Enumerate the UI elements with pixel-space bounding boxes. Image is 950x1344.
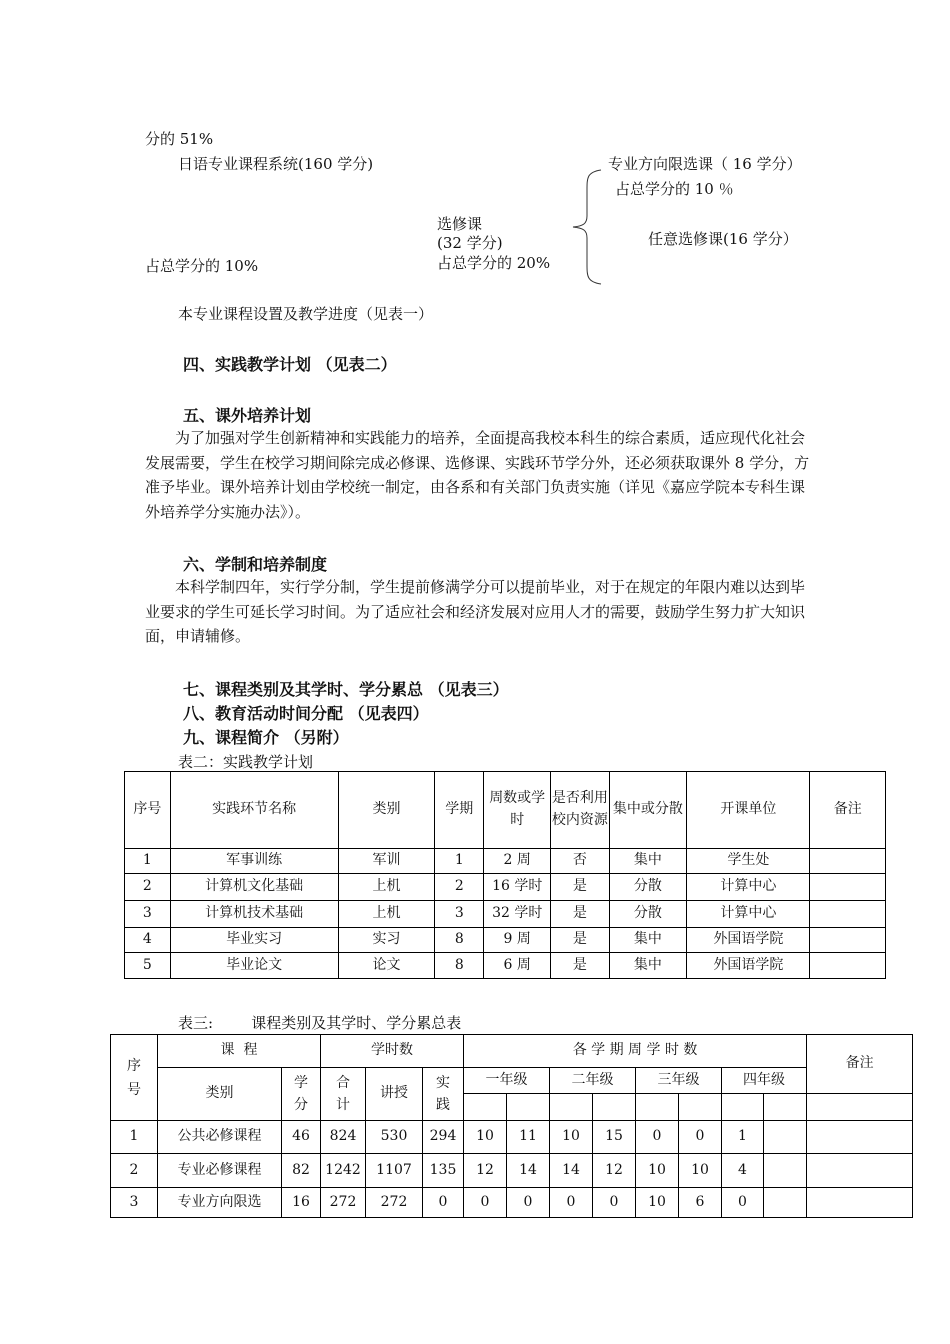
th-credit: 学分 — [282, 1068, 321, 1121]
table-cell: 5 — [125, 953, 171, 979]
table-cell: 外国语学院 — [687, 928, 810, 953]
table-cell: 0 — [722, 1188, 764, 1218]
table-cell: 16 学时 — [484, 874, 551, 901]
table-row — [125, 953, 886, 979]
table-cell: 0 — [550, 1188, 593, 1218]
section-6-text: 本科学制四年，实行学分制，学生提前修满学分可以提前毕业，对于在规定的年限内难以达到毕业要求的学生可延长学习时间。为了适应社会和经济发展对应用人才的需要，鼓励学生努力扩大知识面，申请辅修。 — [145, 578, 806, 645]
table-cell — [807, 1121, 913, 1154]
table-cell: 毕业论文 — [170, 953, 338, 979]
table-cell — [464, 1094, 507, 1121]
course-hours-table — [110, 1034, 913, 1218]
th-year-1: 一年级 — [464, 1068, 550, 1094]
table-cell: 学生处 — [687, 849, 810, 874]
table3-header-row-1 — [111, 1035, 913, 1068]
table-cell: 1242 — [321, 1154, 366, 1188]
th-no: 序号 — [125, 772, 171, 849]
table-cell: 10 — [636, 1154, 679, 1188]
table-cell: 16 — [282, 1188, 321, 1218]
table-cell: 是 — [551, 874, 609, 901]
table-cell: 2 — [435, 874, 484, 901]
table-cell: 1 — [125, 849, 171, 874]
table-cell — [810, 901, 886, 928]
table-cell: 272 — [366, 1188, 423, 1218]
table-cell: 3 — [111, 1188, 158, 1218]
table-cell: 0 — [593, 1188, 636, 1218]
table-cell: 530 — [366, 1121, 423, 1154]
table-cell: 3 — [435, 901, 484, 928]
table-cell: 294 — [423, 1121, 464, 1154]
table3-header-row-2 — [111, 1068, 913, 1094]
elective-label: 选修课 — [437, 215, 483, 233]
table-cell: 分散 — [609, 901, 687, 928]
intro-line: 本专业课程设置及教学进度（见表一） — [178, 305, 434, 323]
brace-icon — [565, 168, 605, 286]
section-9-heading: 九、课程简介 （另附） — [183, 728, 349, 747]
section-5-heading: 五、课外培养计划 — [183, 406, 312, 425]
table-cell: 集中 — [609, 849, 687, 874]
table-cell: 集中 — [609, 928, 687, 953]
table-cell — [764, 1154, 807, 1188]
table-cell: 8 — [435, 953, 484, 979]
table-cell — [507, 1094, 550, 1121]
table-cell — [810, 953, 886, 979]
table-cell: 计算机技术基础 — [170, 901, 338, 928]
table-cell: 2 — [111, 1154, 158, 1188]
table-cell: 8 — [435, 928, 484, 953]
th-year-4: 四年级 — [722, 1068, 807, 1094]
table-cell: 10 — [550, 1121, 593, 1154]
table-cell: 0 — [464, 1188, 507, 1218]
th-campus: 是否利用校内资源 — [551, 772, 609, 849]
table-cell — [764, 1188, 807, 1218]
th-note: 备注 — [807, 1035, 913, 1094]
table-row — [125, 874, 886, 901]
section-5-text: 为了加强对学生创新精神和实践能力的培养，全面提高我校本科生的综合素质，适应现代化社会发展需要，学生在校学习期间除完成必修课、选修课、实践环节学分外，还必须获取课外 8 学分，方准予毕业。课外培养计划由学校统一制定，由各系和有关部门负责实施（详见《嘉应学院本专科生课外培养学分实施办法》）。 — [145, 429, 810, 521]
table-cell: 6 — [679, 1188, 722, 1218]
table-cell: 135 — [423, 1154, 464, 1188]
th-lecture: 讲授 — [366, 1068, 423, 1121]
table3-caption: 表三: 课程类别及其学时、学分累总表 — [178, 1014, 462, 1032]
table-cell — [593, 1094, 636, 1121]
table-cell: 外国语学院 — [687, 953, 810, 979]
th-course: 课 程 — [158, 1035, 321, 1068]
table-cell — [764, 1121, 807, 1154]
table-cell — [810, 849, 886, 874]
table-cell: 2 — [125, 874, 171, 901]
table-cell — [807, 1094, 913, 1121]
th-name: 实践环节名称 — [170, 772, 338, 849]
table-cell — [550, 1094, 593, 1121]
section-7-heading: 七、课程类别及其学时、学分累总 （见表三） — [183, 680, 509, 699]
table-row — [111, 1121, 913, 1154]
table-cell: 0 — [423, 1188, 464, 1218]
table2-header-row — [125, 772, 886, 849]
table-cell: 是 — [551, 901, 609, 928]
table-cell: 0 — [636, 1121, 679, 1154]
table-cell: 0 — [507, 1188, 550, 1218]
table-cell: 毕业实习 — [170, 928, 338, 953]
table-cell: 14 — [550, 1154, 593, 1188]
table-cell: 实习 — [338, 928, 435, 953]
table-cell: 计算中心 — [687, 874, 810, 901]
table-cell: 否 — [551, 849, 609, 874]
table-cell — [807, 1188, 913, 1218]
table-cell: 1 — [435, 849, 484, 874]
elective-credits: (32 学分) — [437, 234, 503, 252]
table-cell — [807, 1154, 913, 1188]
th-total: 合计 — [321, 1068, 366, 1121]
practice-plan-table — [124, 771, 886, 979]
table-cell: 10 — [679, 1154, 722, 1188]
th-no: 序号 — [111, 1035, 158, 1121]
table-cell: 11 — [507, 1121, 550, 1154]
table-cell: 9 周 — [484, 928, 551, 953]
section-6-heading: 六、学制和培养制度 — [183, 555, 328, 574]
table-cell: 82 — [282, 1154, 321, 1188]
table-cell — [636, 1094, 679, 1121]
table-row — [125, 928, 886, 953]
table-cell: 0 — [679, 1121, 722, 1154]
table-cell: 32 学时 — [484, 901, 551, 928]
table-cell: 4 — [722, 1154, 764, 1188]
section-4-heading: 四、实践教学计划 （见表二） — [183, 355, 397, 374]
table-row — [111, 1154, 913, 1188]
table-cell: 46 — [282, 1121, 321, 1154]
table-cell: 军事训练 — [170, 849, 338, 874]
table-cell: 14 — [507, 1154, 550, 1188]
table-cell — [810, 874, 886, 901]
th-practice: 实践 — [423, 1068, 464, 1121]
table-cell — [679, 1094, 722, 1121]
table-cell: 上机 — [338, 874, 435, 901]
th-year-3: 三年级 — [636, 1068, 722, 1094]
th-category: 类别 — [158, 1068, 282, 1121]
table-cell: 集中 — [609, 953, 687, 979]
table-cell: 1107 — [366, 1154, 423, 1188]
elective-ratio: 占总学分的 20% — [437, 254, 551, 272]
th-term: 学期 — [435, 772, 484, 849]
table-cell: 上机 — [338, 901, 435, 928]
table-cell: 12 — [593, 1154, 636, 1188]
table-cell: 15 — [593, 1121, 636, 1154]
course-system-label: 日语专业课程系统(160 学分) — [178, 155, 374, 173]
restricted-ratio: 占总学分的 10 ％ — [615, 180, 734, 198]
table-cell — [764, 1094, 807, 1121]
table-cell: 10 — [464, 1121, 507, 1154]
table-cell: 1 — [111, 1121, 158, 1154]
table-cell: 分散 — [609, 874, 687, 901]
table-cell: 12 — [464, 1154, 507, 1188]
table-cell: 计算中心 — [687, 901, 810, 928]
table2-caption: 表二：实践教学计划 — [178, 753, 314, 771]
table-cell: 专业方向限选 — [158, 1188, 282, 1218]
table-cell: 专业必修课程 — [158, 1154, 282, 1188]
th-weeks: 周数或学时 — [484, 772, 551, 849]
table-cell: 是 — [551, 928, 609, 953]
table-cell: 3 — [125, 901, 171, 928]
table-row — [111, 1188, 913, 1218]
table-cell: 6 周 — [484, 953, 551, 979]
th-unit: 开课单位 — [687, 772, 810, 849]
left-ratio: 占总学分的 10% — [145, 257, 259, 275]
th-note: 备注 — [810, 772, 886, 849]
th-hours: 学时数 — [321, 1035, 464, 1068]
optional-elective: 任意选修课(16 学分） — [648, 230, 798, 248]
table-cell: 4 — [125, 928, 171, 953]
th-year-2: 二年级 — [550, 1068, 636, 1094]
table-cell: 公共必修课程 — [158, 1121, 282, 1154]
table-row — [125, 849, 886, 874]
th-type: 类别 — [338, 772, 435, 849]
top-fragment: 分的 51% — [145, 130, 214, 148]
table-cell — [722, 1094, 764, 1121]
th-mode: 集中或分散 — [609, 772, 687, 849]
table-cell: 1 — [722, 1121, 764, 1154]
restricted-elective: 专业方向限选课（ 16 学分） — [608, 155, 802, 173]
table-row — [125, 901, 886, 928]
table-cell: 10 — [636, 1188, 679, 1218]
table-cell: 计算机文化基础 — [170, 874, 338, 901]
table-cell: 是 — [551, 953, 609, 979]
table-cell: 824 — [321, 1121, 366, 1154]
section-8-heading: 八、教育活动时间分配 （见表四） — [183, 704, 429, 723]
table-cell — [810, 928, 886, 953]
th-weekly: 各 学 期 周 学 时 数 — [464, 1035, 807, 1068]
table-cell: 2 周 — [484, 849, 551, 874]
table-cell: 军训 — [338, 849, 435, 874]
table-cell: 论文 — [338, 953, 435, 979]
table-cell: 272 — [321, 1188, 366, 1218]
